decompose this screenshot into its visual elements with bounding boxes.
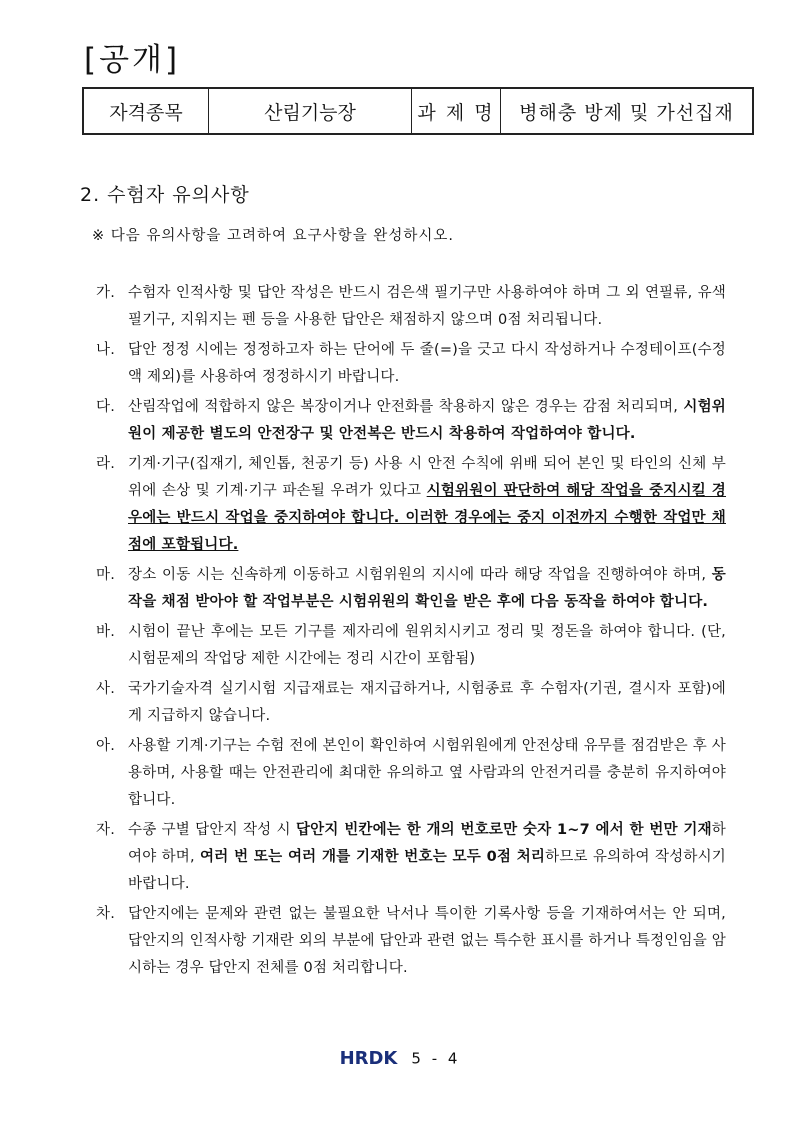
task-value: 병해충 방제 및 가선집재 (501, 88, 754, 134)
item-text: 기계·기구(집재기, 체인톱, 천공기 등) 사용 시 안전 수칙에 위배 되어 본인 및 타인의 신체 부위에 손상 및 기계·기구 파손될 우려가 있다고 (128, 456, 726, 499)
item-marker: 차. (96, 906, 116, 922)
item-marker: 나. (96, 342, 116, 358)
section-intro: ※ 다음 유의사항을 고려하여 요구사항을 완성하시오. (92, 228, 454, 244)
item-text-emphasis: 여러 번 또는 여러 개를 기재한 번호는 모두 0점 처리 (200, 849, 546, 865)
item-marker: 아. (96, 738, 116, 754)
notice-item (96, 337, 726, 391)
item-marker: 마. (96, 567, 116, 583)
notice-item (96, 901, 726, 982)
exam-info-table (82, 87, 754, 135)
hrdk-logo: HRDK (339, 1048, 398, 1069)
item-text: 답안지에는 문제와 관련 없는 불필요한 낙서나 특이한 기록사항 등을 기재하여서는 안 되며, 답안지의 인적사항 기재란 외의 부분에 답안과 관련 없는 특수한 표시를 하거나 특정인임을 암시하는 경우 답안지 전체를 0점 처리합니다. (128, 906, 726, 976)
notice-item (96, 394, 726, 448)
item-text: 수험자 인적사항 및 답안 작성은 반드시 검은색 필기구만 사용하여야 하며 그 외 연필류, 유색 필기구, 지워지는 펜 등을 사용한 답안은 채점하지 않으며 0점 처리됩니다. (128, 285, 726, 328)
item-text-emphasis: 답안지 빈칸에는 한 개의 번호로만 숫자 1~7 에서 한 번만 기재 (295, 822, 712, 838)
notice-item (96, 676, 726, 730)
item-text: 사용할 기계·기구는 수험 전에 본인이 확인하여 시험위원에게 안전상태 유무를 점검받은 후 사용하며, 사용할 때는 안전관리에 최대한 유의하고 옆 사람과의 안전거리를 충분히 유지하여야 합니다. (128, 738, 726, 808)
item-marker: 다. (96, 399, 116, 415)
item-text: 답안 정정 시에는 정정하고자 하는 단어에 두 줄(=)을 긋고 다시 작성하거나 수정테이프(수정액 제외)를 사용하여 정정하시기 바랍니다. (128, 342, 726, 385)
item-text: 산림작업에 적합하지 않은 복장이거나 안전화를 착용하지 않은 경우는 감점 처리되며, (128, 399, 684, 415)
item-text-underlined: 시험위원이 판단하여 해당 작업을 중지시킬 경우에는 반드시 작업을 중지하여야 합니다. 이러한 경우에는 중지 이전까지 수행한 작업만 채점에 포함됩니다. (128, 483, 727, 553)
field-label: 자격종목 (83, 88, 209, 134)
item-text: 국가기술자격 실기시험 지급재료는 재지급하거나, 시험종료 후 수험자(기권, 결시자 포함)에게 지급하지 않습니다. (128, 681, 726, 724)
item-text: 하므로 유의하여 작성하시기 바랍니다. (128, 849, 726, 892)
notice-item (96, 451, 726, 559)
field-value: 산림기능장 (209, 88, 412, 134)
notice-list (96, 280, 726, 985)
section-title: 2. 수험자 유의사항 (80, 184, 250, 206)
item-text: 시험이 끝난 후에는 모든 기구를 제자리에 원위치시키고 정리 및 정돈을 하여야 합니다. (단, 시험문제의 작업당 제한 시간에는 정리 시간이 포함됨) (128, 624, 726, 667)
item-text: 하여야 하며, (128, 822, 726, 865)
item-marker: 가. (96, 285, 116, 301)
item-text-emphasis: 시험위원이 제공한 별도의 안전장구 및 안전복은 반드시 착용하여 작업하여야 합니다. (128, 399, 726, 442)
task-label: 과 제 명 (412, 88, 501, 134)
page-footer (0, 1048, 800, 1069)
item-marker: 라. (96, 456, 116, 472)
item-marker: 바. (96, 624, 116, 640)
page-number: 5 - 4 (411, 1049, 461, 1068)
notice-item (96, 280, 726, 334)
item-marker: 사. (96, 681, 116, 697)
notice-item (96, 619, 726, 673)
notice-item (96, 817, 726, 898)
item-marker: 자. (96, 822, 116, 838)
notice-item (96, 733, 726, 814)
disclosure-tag: [공개] (84, 42, 181, 78)
item-text: 수종 구별 답안지 작성 시 (128, 822, 296, 838)
notice-item (96, 562, 726, 616)
item-text: 장소 이동 시는 신속하게 이동하고 시험위원의 지시에 따라 해당 작업을 진행하여야 하며, (128, 567, 712, 583)
item-text-emphasis: 동작을 채점 받아야 할 작업부분은 시험위원의 확인을 받은 후에 다음 동작을 하여야 합니다. (128, 567, 726, 610)
